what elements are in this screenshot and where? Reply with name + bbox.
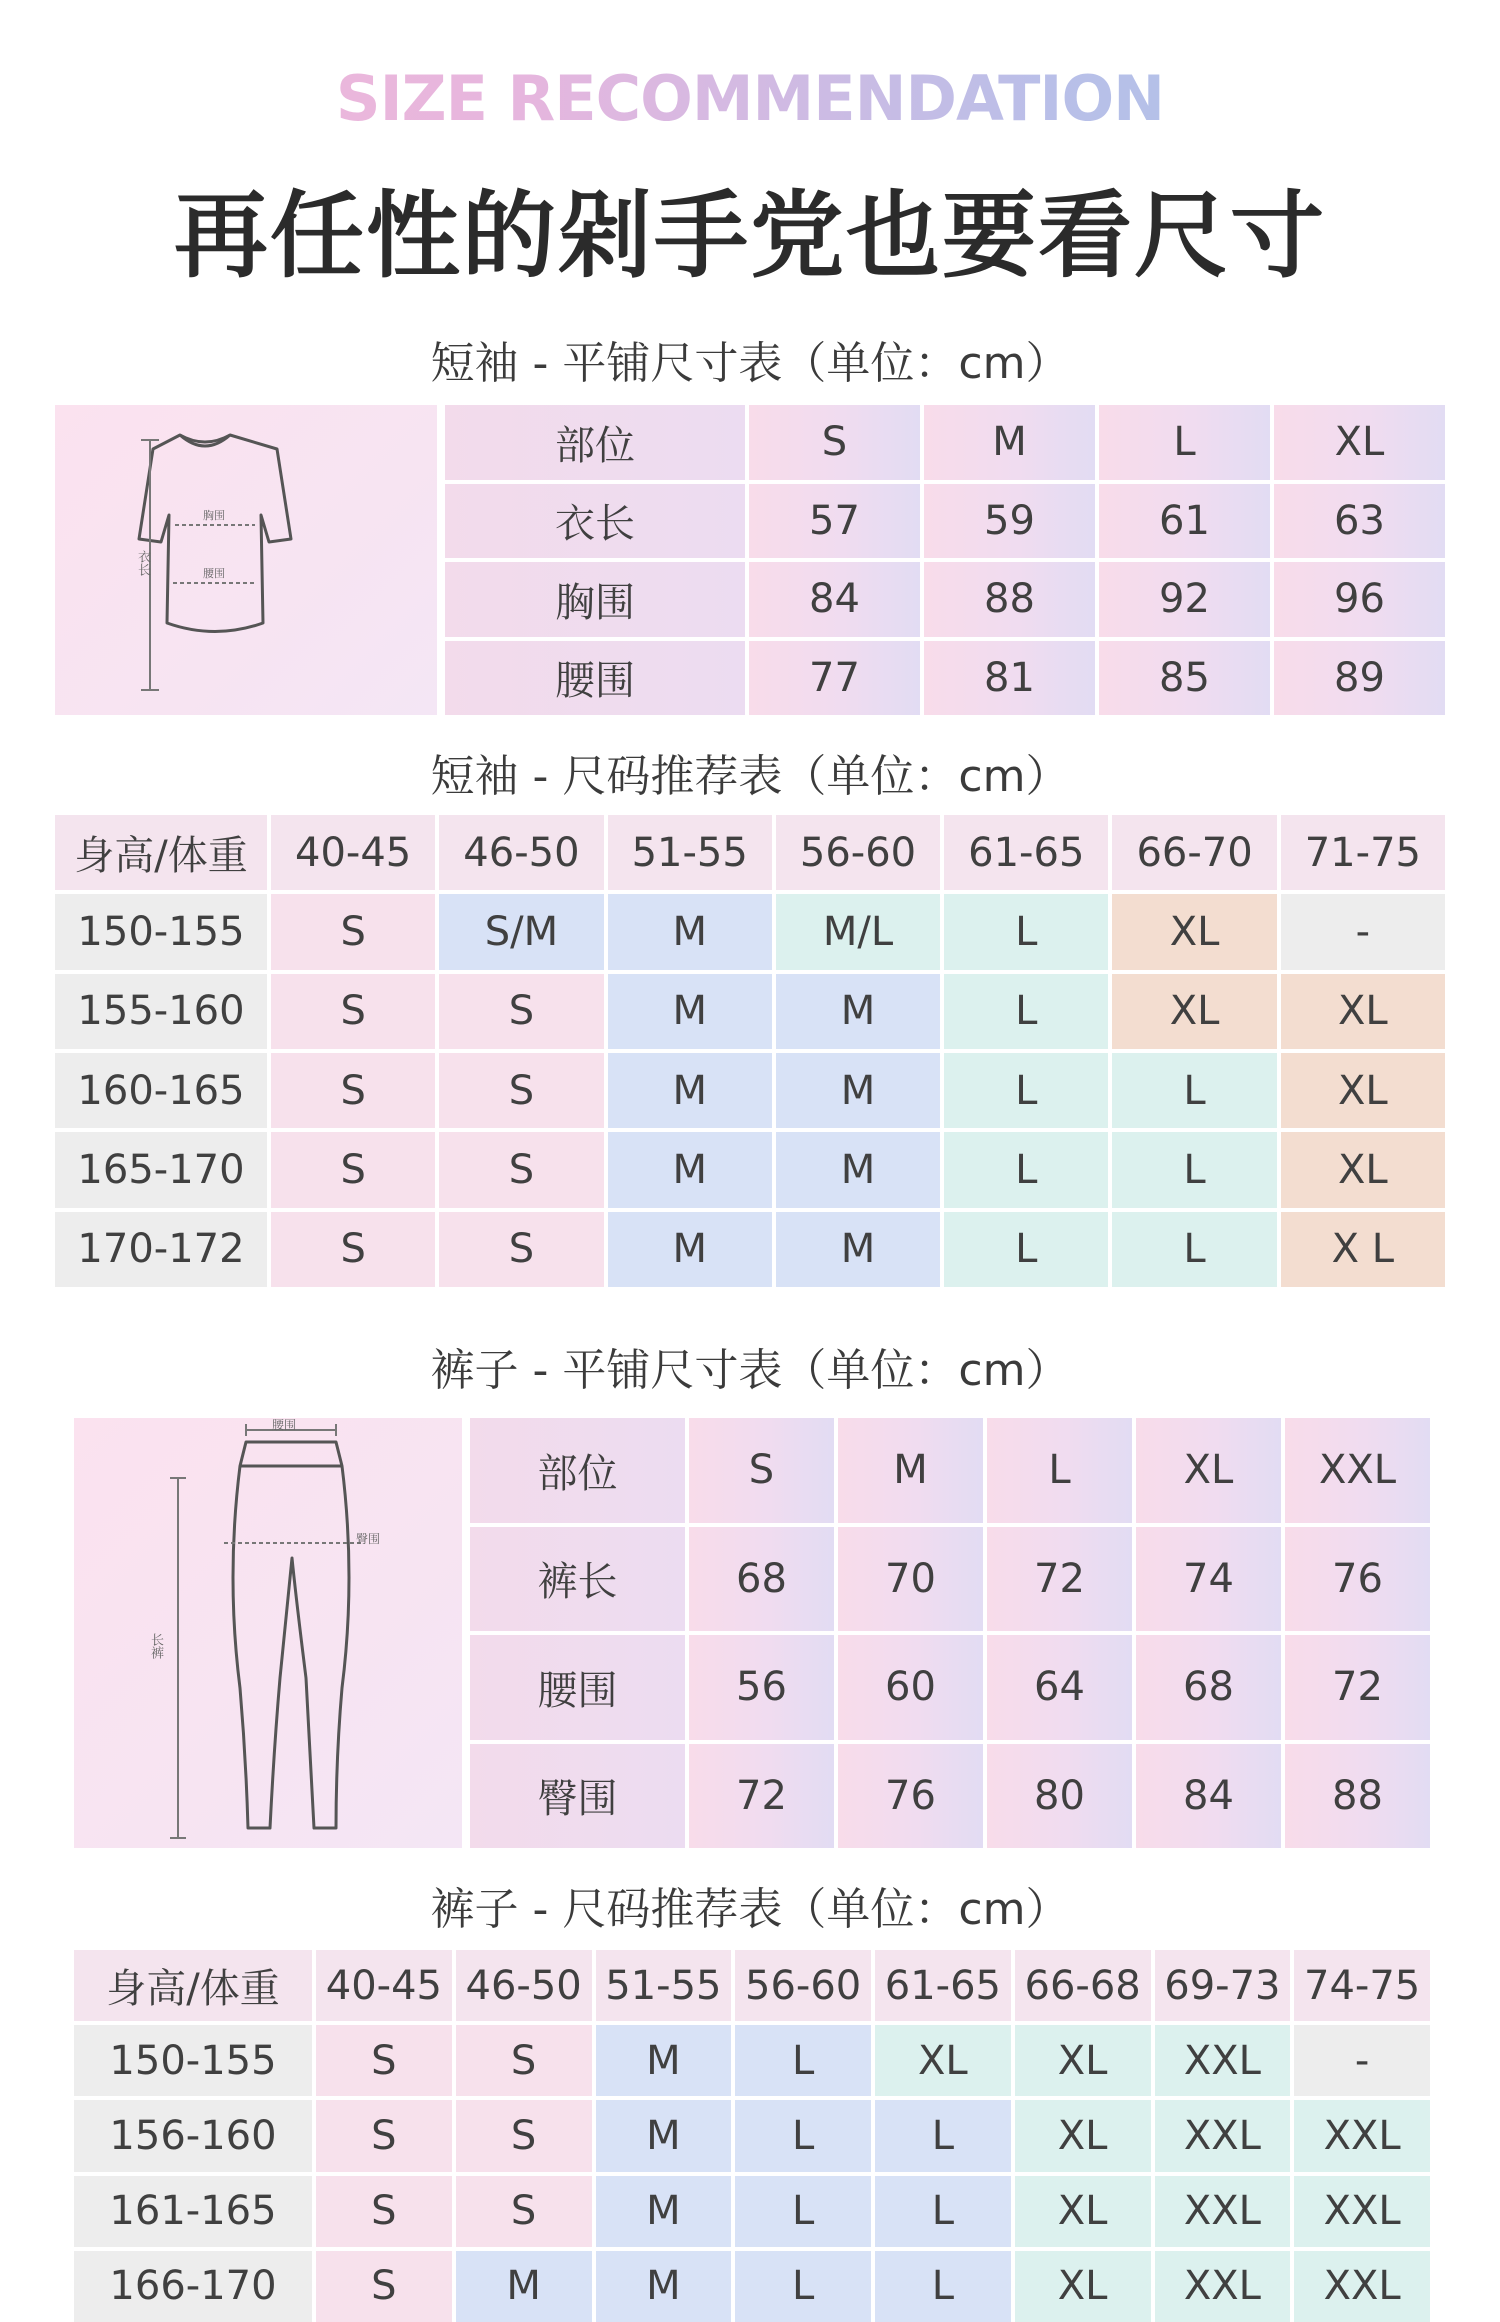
size-recommend-cell: M/L	[776, 894, 940, 969]
measure-value-cell: 56	[689, 1635, 834, 1740]
height-range-cell: 160-165	[55, 1053, 267, 1128]
size-header-cell: XL	[1136, 1418, 1281, 1523]
measure-value-cell: 92	[1099, 562, 1270, 637]
size-recommend-cell: S	[439, 1132, 603, 1207]
size-recommend-cell: L	[1112, 1053, 1276, 1128]
tee-figure	[55, 405, 437, 715]
size-recommend-cell: XL	[1015, 2100, 1151, 2171]
weight-range-header: 40-45	[316, 1950, 452, 2021]
size-recommend-cell: XL	[1015, 2025, 1151, 2096]
weight-range-header: 71-75	[1281, 815, 1445, 890]
size-header-cell: S	[749, 405, 920, 480]
size-recommend-cell: S	[271, 1132, 435, 1207]
size-recommend-cell: XXL	[1294, 2100, 1430, 2171]
weight-range-header: 51-55	[608, 815, 772, 890]
size-recommend-cell: L	[944, 1132, 1108, 1207]
size-recommend-cell: XL	[1281, 1132, 1445, 1207]
weight-range-header: 46-50	[439, 815, 603, 890]
weight-range-header: 56-60	[735, 1950, 871, 2021]
measure-value-cell: 80	[987, 1744, 1132, 1849]
measure-value-cell: 84	[1136, 1744, 1281, 1849]
measure-value-cell: 76	[1285, 1527, 1430, 1632]
size-recommend-cell: M	[596, 2176, 732, 2247]
weight-range-header: 74-75	[1294, 1950, 1430, 2021]
header-title-cn: 再任性的剁手党也要看尺寸	[173, 182, 1326, 291]
tee-measure-title: 短袖 - 平铺尺寸表（单位：cm）	[430, 338, 1070, 389]
weight-range-header: 66-68	[1015, 1950, 1151, 2021]
size-recommend-cell: L	[875, 2100, 1011, 2171]
size-header-cell: L	[987, 1418, 1132, 1523]
size-recommend-cell: M	[608, 1132, 772, 1207]
size-recommend-cell: XL	[1015, 2251, 1151, 2322]
size-header-cell: XXL	[1285, 1418, 1430, 1523]
size-recommend-cell: L	[944, 1212, 1108, 1287]
size-recommend-cell: -	[1281, 894, 1445, 969]
size-recommend-cell: M	[608, 1212, 772, 1287]
size-recommend-cell: M	[596, 2251, 732, 2322]
size-recommend-cell: XXL	[1155, 2176, 1291, 2247]
pants-recommend-table	[74, 1950, 1430, 2322]
size-recommend-cell: S	[456, 2176, 592, 2247]
size-recommend-cell: M	[776, 974, 940, 1049]
size-recommend-cell: S	[316, 2100, 452, 2171]
measure-value-cell: 68	[1136, 1635, 1281, 1740]
weight-range-header: 46-50	[456, 1950, 592, 2021]
size-recommend-cell: S	[316, 2025, 452, 2096]
size-header-cell: XL	[1274, 405, 1445, 480]
tee-recommend-table	[55, 815, 1445, 1287]
height-range-cell: 156-160	[74, 2100, 312, 2171]
size-recommend-cell: S	[271, 1053, 435, 1128]
size-recommend-cell: M	[596, 2025, 732, 2096]
size-recommend-cell: L	[735, 2025, 871, 2096]
weight-range-header: 56-60	[776, 815, 940, 890]
size-recommend-cell: XL	[1112, 894, 1276, 969]
pants-length-label: 长裤	[148, 1633, 163, 1659]
height-range-cell: 161-165	[74, 2176, 312, 2247]
measure-value-cell: 68	[689, 1527, 834, 1632]
measure-value-cell: 76	[838, 1744, 983, 1849]
size-header-cell: L	[1099, 405, 1270, 480]
size-recommend-cell: XL	[1281, 1053, 1445, 1128]
height-range-cell: 170-172	[55, 1212, 267, 1287]
size-recommend-cell: M	[596, 2100, 732, 2171]
size-header-cell: M	[924, 405, 1095, 480]
size-recommend-cell: L	[735, 2251, 871, 2322]
size-recommend-cell: S	[271, 1212, 435, 1287]
size-recommend-cell: M	[776, 1132, 940, 1207]
measure-row-label: 臀围	[470, 1744, 685, 1849]
size-recommend-cell: X L	[1281, 1212, 1445, 1287]
size-recommend-cell: L	[735, 2100, 871, 2171]
measure-value-cell: 72	[987, 1527, 1132, 1632]
size-recommend-cell: S	[456, 2100, 592, 2171]
size-recommend-cell: S	[439, 1212, 603, 1287]
pants-hip-label: 臀围	[356, 1532, 381, 1546]
size-recommend-cell: XXL	[1155, 2251, 1291, 2322]
size-recommend-cell: S	[439, 1053, 603, 1128]
height-range-cell: 150-155	[74, 2025, 312, 2096]
measure-value-cell: 96	[1274, 562, 1445, 637]
measure-value-cell: 88	[1285, 1744, 1430, 1849]
weight-range-header: 51-55	[596, 1950, 732, 2021]
size-recommend-cell: M	[456, 2251, 592, 2322]
height-range-cell: 155-160	[55, 974, 267, 1049]
size-recommend-cell: L	[1112, 1132, 1276, 1207]
measure-value-cell: 60	[838, 1635, 983, 1740]
table-header-label: 部位	[470, 1418, 685, 1523]
measure-value-cell: 64	[987, 1635, 1132, 1740]
size-recommend-cell: L	[944, 894, 1108, 969]
weight-range-header: 61-65	[875, 1950, 1011, 2021]
measure-value-cell: 81	[924, 641, 1095, 716]
measure-value-cell: 63	[1274, 484, 1445, 559]
measure-value-cell: 59	[924, 484, 1095, 559]
weight-range-header: 69-73	[1155, 1950, 1291, 2021]
height-weight-header: 身高/体重	[74, 1950, 312, 2021]
size-recommend-cell: S	[439, 974, 603, 1049]
size-recommend-cell: L	[1112, 1212, 1276, 1287]
header-title-en: SIZE RECOMMENDATION	[0, 62, 1500, 135]
size-recommend-cell: M	[776, 1212, 940, 1287]
size-recommend-cell: M	[608, 894, 772, 969]
size-recommend-cell: S	[316, 2251, 452, 2322]
pants-icon	[74, 1418, 462, 1848]
pants-recommend-title: 裤子 - 尺码推荐表（单位：cm）	[430, 1884, 1070, 1935]
size-recommend-cell: L	[875, 2251, 1011, 2322]
size-recommend-cell: S	[271, 894, 435, 969]
measure-value-cell: 77	[749, 641, 920, 716]
tee-waist-label: 腰围	[203, 567, 225, 580]
size-recommend-cell: L	[735, 2176, 871, 2247]
tee-recommend-title: 短袖 - 尺码推荐表（单位：cm）	[430, 751, 1070, 802]
measure-value-cell: 70	[838, 1527, 983, 1632]
table-header-label: 部位	[445, 405, 745, 480]
weight-range-header: 61-65	[944, 815, 1108, 890]
size-recommend-cell: XL	[1015, 2176, 1151, 2247]
pants-waist-label: 腰围	[272, 1418, 297, 1432]
measure-row-label: 衣长	[445, 484, 745, 559]
measure-value-cell: 74	[1136, 1527, 1281, 1632]
tshirt-icon	[55, 405, 437, 715]
tee-measure-table	[445, 405, 1445, 715]
size-header-cell: M	[838, 1418, 983, 1523]
tee-chest-label: 胸围	[203, 509, 225, 522]
size-recommend-cell: XL	[875, 2025, 1011, 2096]
measure-value-cell: 57	[749, 484, 920, 559]
size-recommend-cell: S	[316, 2176, 452, 2247]
size-recommend-cell: XL	[1281, 974, 1445, 1049]
weight-range-header: 40-45	[271, 815, 435, 890]
height-weight-header: 身高/体重	[55, 815, 267, 890]
pants-measure-table	[470, 1418, 1430, 1848]
measure-row-label: 裤长	[470, 1527, 685, 1632]
height-range-cell: 165-170	[55, 1132, 267, 1207]
measure-value-cell: 72	[689, 1744, 834, 1849]
measure-value-cell: 61	[1099, 484, 1270, 559]
measure-value-cell: 84	[749, 562, 920, 637]
size-header-cell: S	[689, 1418, 834, 1523]
size-recommend-cell: XXL	[1155, 2025, 1291, 2096]
measure-row-label: 腰围	[470, 1635, 685, 1740]
height-range-cell: 166-170	[74, 2251, 312, 2322]
measure-value-cell: 89	[1274, 641, 1445, 716]
size-recommend-cell: L	[944, 974, 1108, 1049]
height-range-cell: 150-155	[55, 894, 267, 969]
size-recommend-cell: S/M	[439, 894, 603, 969]
size-recommend-cell: XXL	[1294, 2176, 1430, 2247]
size-recommend-cell: XXL	[1294, 2251, 1430, 2322]
measure-row-label: 胸围	[445, 562, 745, 637]
size-recommend-cell: XL	[1112, 974, 1276, 1049]
size-recommend-cell: L	[875, 2176, 1011, 2247]
measure-value-cell: 85	[1099, 641, 1270, 716]
size-recommend-cell: M	[608, 1053, 772, 1128]
size-recommend-cell: -	[1294, 2025, 1430, 2096]
measure-row-label: 腰围	[445, 641, 745, 716]
size-recommend-cell: S	[271, 974, 435, 1049]
measure-value-cell: 88	[924, 562, 1095, 637]
size-recommend-cell: S	[456, 2025, 592, 2096]
pants-figure	[74, 1418, 462, 1848]
size-recommend-cell: M	[776, 1053, 940, 1128]
size-recommend-cell: L	[944, 1053, 1108, 1128]
size-recommend-cell: XXL	[1155, 2100, 1291, 2171]
measure-value-cell: 72	[1285, 1635, 1430, 1740]
tee-length-label: 衣长	[135, 550, 150, 576]
pants-measure-title: 裤子 - 平铺尺寸表（单位：cm）	[430, 1345, 1070, 1396]
weight-range-header: 66-70	[1112, 815, 1276, 890]
size-recommend-cell: M	[608, 974, 772, 1049]
